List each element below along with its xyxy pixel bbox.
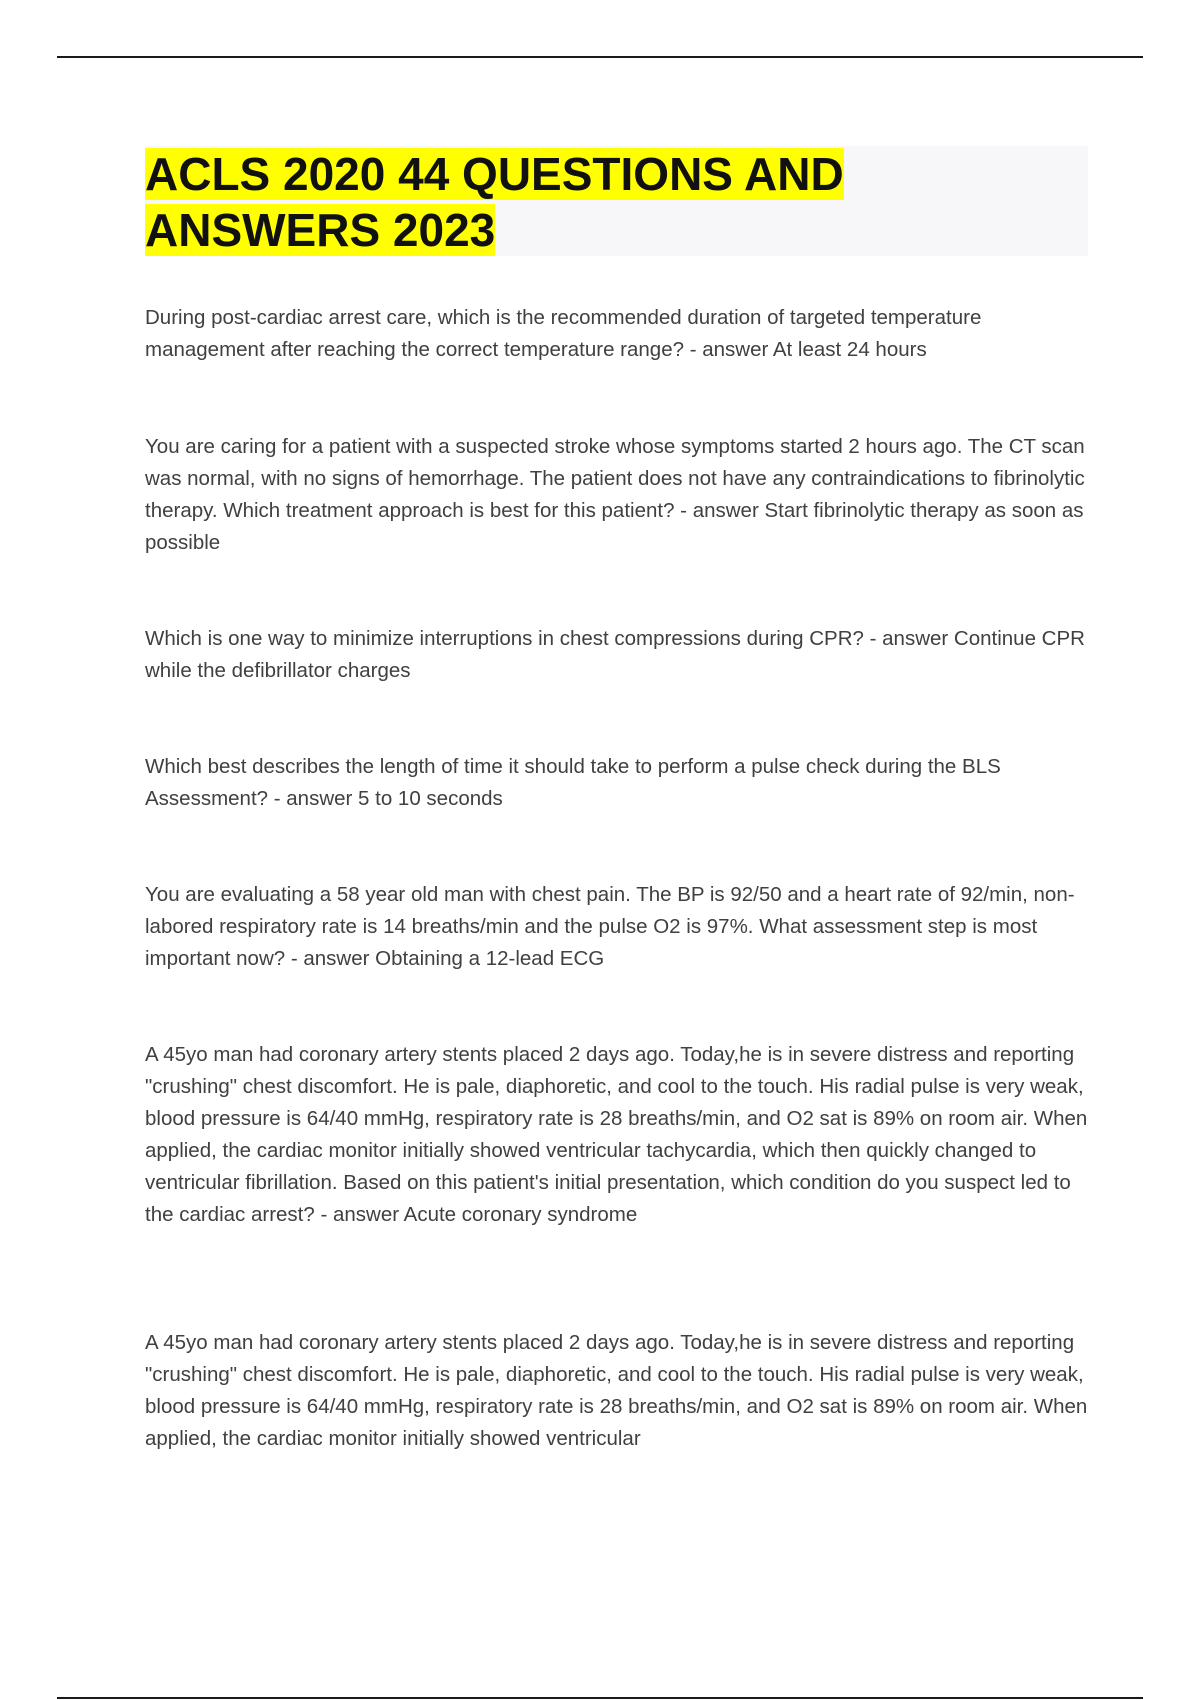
top-rule bbox=[57, 56, 1143, 58]
title-block bbox=[145, 146, 1088, 256]
qa-item-2: You are caring for a patient with a suspected stroke whose symptoms started 2 hours ago. The CT scan was normal, with no signs of hemorrhage. The patient does not have any contraindications to fibrinolytic therapy. Which treatment approach is best for this patient? - answer Start fibrinolytic therapy as soon as possible bbox=[145, 435, 1085, 554]
qa-item-6: A 45yo man had coronary artery stents placed 2 days ago. Today,he is in severe distress and reporting "crushing" chest discomfort. He is pale, diaphoretic, and cool to the touch. His radial pulse is very weak, blood pressure is 64/40 mmHg, respiratory rate is 28 breaths/min, and O2 sat is 89% on room air. When applied, the cardiac monitor initially showed ventricular tachycardia, which then quickly changed to ventricular fibrillation. Based on this patient's initial presentation, which condition do you suspect led to the cardiac arrest? - answer Acute coronary syndrome bbox=[145, 1043, 1088, 1226]
bottom-rule bbox=[57, 1697, 1143, 1699]
title-line-1: ACLS 2020 44 QUESTIONS AND bbox=[145, 148, 844, 200]
qa-item-4: Which best describes the length of time it should take to perform a pulse check during the BLS Assessment? - answer 5 to 10 seconds bbox=[145, 755, 1001, 810]
title-line-2: ANSWERS 2023 bbox=[145, 204, 496, 256]
qa-item-7: A 45yo man had coronary artery stents placed 2 days ago. Today,he is in severe distress and reporting "crushing" chest discomfort. He is pale, diaphoretic, and cool to the touch. His radial pulse is very weak, blood pressure is 64/40 mmHg, respiratory rate is 28 breaths/min, and O2 sat is 89% on room air. When applied, the cardiac monitor initially showed ventricular bbox=[145, 1331, 1088, 1450]
document-title bbox=[145, 146, 1088, 258]
qa-item-1: During post-cardiac arrest care, which is the recommended duration of targeted temperature management after reaching the correct temperature range? - answer At least 24 hours bbox=[145, 306, 982, 361]
qa-item-5: You are evaluating a 58 year old man with chest pain. The BP is 92/50 and a heart rate of 92/min, non-labored respiratory rate is 14 breaths/min and the pulse O2 is 97%. What assessment step is most important now? - answer Obtaining a 12-lead ECG bbox=[145, 883, 1075, 970]
qa-item-3: Which is one way to minimize interruptions in chest compressions during CPR? - answer Continue CPR while the defibrillator charges bbox=[145, 627, 1085, 682]
